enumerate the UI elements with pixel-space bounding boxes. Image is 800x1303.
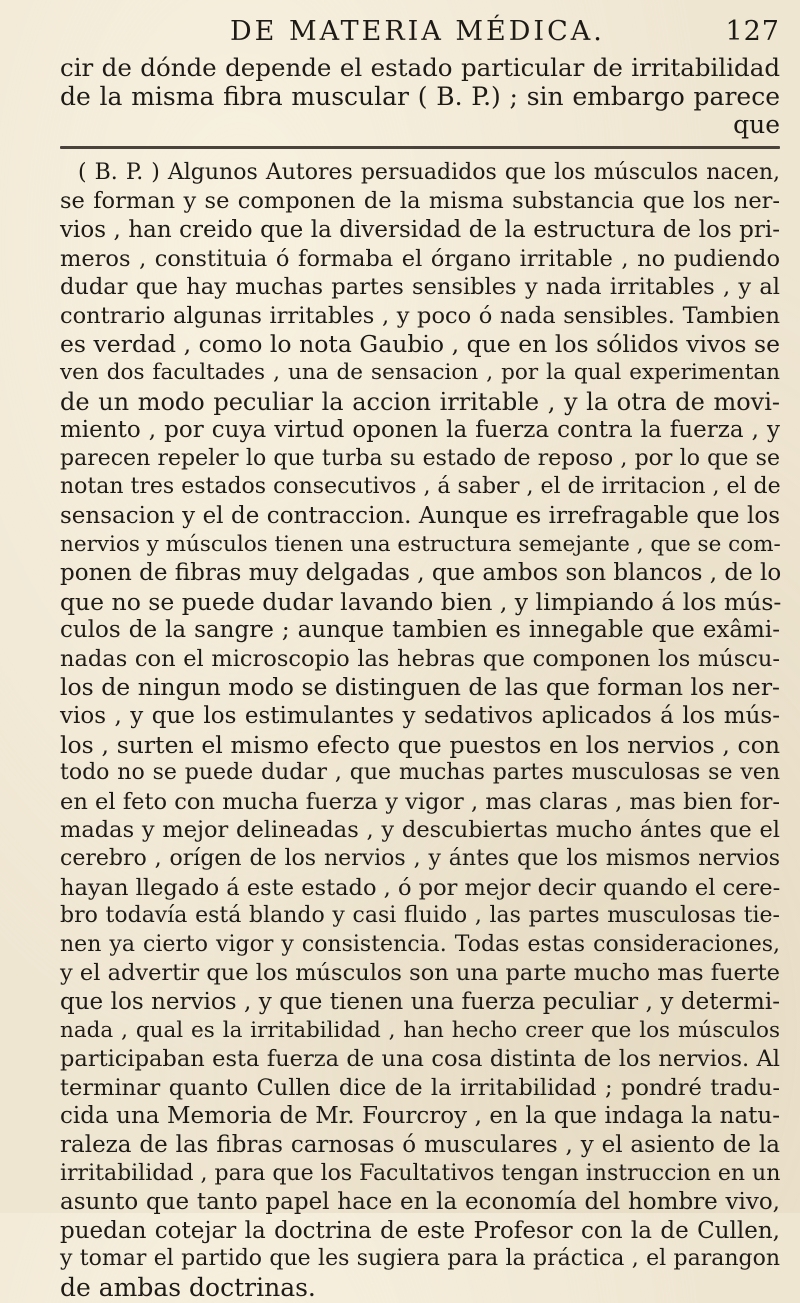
text-line: todo no se puede dudar , que muchas partes musculosas se ven — [60, 760, 780, 786]
text-line: ponen de fibras muy delgadas , que ambos son blancos , de lo — [60, 560, 782, 587]
text-line: que no se puede dudar lavando bien , y limpiando á los mús- — [60, 587, 782, 616]
page-number: 127 — [725, 16, 780, 47]
text-line: miento , por cuya virtud oponen la fuerza contra la fuerza , y — [60, 417, 780, 444]
text-line: es verdad , como lo nota Gaubio , que en los sólidos vivos se — [60, 330, 780, 359]
text-line: dudar que hay muchas partes sensibles y nada irritables , y al — [60, 274, 780, 301]
text-line: de la misma fibra muscular ( B. P.) ; sin embargo parece — [60, 81, 780, 111]
text-line: ( B. P. ) Algunos Autores persuadidos que los músculos nacen, — [78, 159, 780, 185]
text-line: vios , y que los estimulantes y sedativos aplicados á los mús- — [60, 703, 780, 730]
footnote-rule — [60, 146, 780, 149]
text-line: hayan llegado á este estado , ó por mejor decir quando el cere- — [60, 874, 781, 901]
text-line: nen ya cierto vigor y consistencia. Todas estas consideraciones, — [60, 931, 780, 957]
text-line: sensacion y el de contraccion. Aunque es irrefragable que los — [60, 502, 780, 529]
text-line: nada , qual es la irritabilidad , han hecho creer que los músculos — [60, 1017, 780, 1043]
text-line: participaban esta fuerza de una cosa distinta de los nervios. Al — [60, 1046, 780, 1073]
text-line: los , surten el mismo efecto que puestos en los nervios , con — [60, 730, 780, 759]
text-line: de ambas doctrinas. — [60, 1272, 316, 1302]
text-line: asunto que tanto papel hace en la economía del hombre vivo, — [60, 1189, 780, 1216]
text-line: terminar quanto Cullen dice de la irritabilidad ; pondré tradu- — [60, 1074, 780, 1101]
text-line: los de ningun modo se distinguen de las que forman los ner- — [60, 673, 780, 702]
catchword: que — [733, 110, 780, 140]
book-page — [60, 10, 780, 1303]
text-line: vios , han creido que la diversidad de la estructura de los pri- — [60, 216, 780, 243]
text-line: bro todavía está blando y casi fluido , las partes musculosas tie- — [60, 903, 780, 929]
text-line: nervios y músculos tienen una estructura semejante , que se com- — [60, 531, 781, 557]
text-line: raleza de las fibras carnosas ó musculares , y el asiento de la — [60, 1131, 780, 1158]
text-line: en el feto con mucha fuerza y vigor , mas claras , mas bien for- — [60, 788, 780, 815]
text-line: que los nervios , y que tienen una fuerza peculiar , y determi- — [60, 989, 780, 1015]
text-line: nadas con el microscopio las hebras que componen los múscu- — [60, 645, 780, 672]
text-line: de un modo peculiar la accion irritable , y la otra de movi- — [60, 387, 780, 416]
intro-paragraph — [60, 54, 780, 140]
text-line: madas y mejor delineadas , y descubiertas mucho ántes que el — [60, 817, 780, 844]
text-line: y tomar el partido que les sugiera para la práctica , el parangon — [60, 1246, 780, 1272]
text-line: cerebro , orígen de los nervios , y ántes que los mismos nervios — [60, 846, 780, 872]
text-line: cida una Memoria de Mr. Fourcroy , en la que indaga la natu- — [60, 1103, 780, 1130]
text-line: y el advertir que los músculos son una parte mucho mas fuerte — [60, 960, 780, 987]
text-line: culos de la sangre ; aunque tambien es innegable que exâmi- — [60, 617, 780, 644]
text-line: notan tres estados consecutivos , á saber , el de irritacion , el de — [60, 474, 781, 500]
text-line: puedan cotejar la doctrina de este Profesor con la de Cullen, — [60, 1217, 780, 1244]
running-title: DE MATERIA MÉDICA. — [230, 16, 605, 47]
text-line: ven dos facultades , una de sensacion , por la qual experimentan — [60, 359, 780, 385]
text-line: cir de dónde depende el estado particular de irritabilidad — [60, 53, 780, 82]
text-line: se forman y se componen de la misma substancia que los ner- — [60, 188, 780, 215]
text-line: irritabilidad , para que los Facultativos tengan instruccion en un — [60, 1160, 781, 1186]
text-line: meros , constituia ó formaba el órgano irritable , no pudiendo — [60, 245, 780, 272]
footnote-body — [60, 159, 780, 1303]
text-line: parecen repeler lo que turba su estado de reposo , por lo que se — [60, 445, 780, 471]
text-line: contrario algunas irritables , y poco ó nada sensibles. Tambien — [60, 302, 780, 329]
running-head — [60, 10, 780, 54]
